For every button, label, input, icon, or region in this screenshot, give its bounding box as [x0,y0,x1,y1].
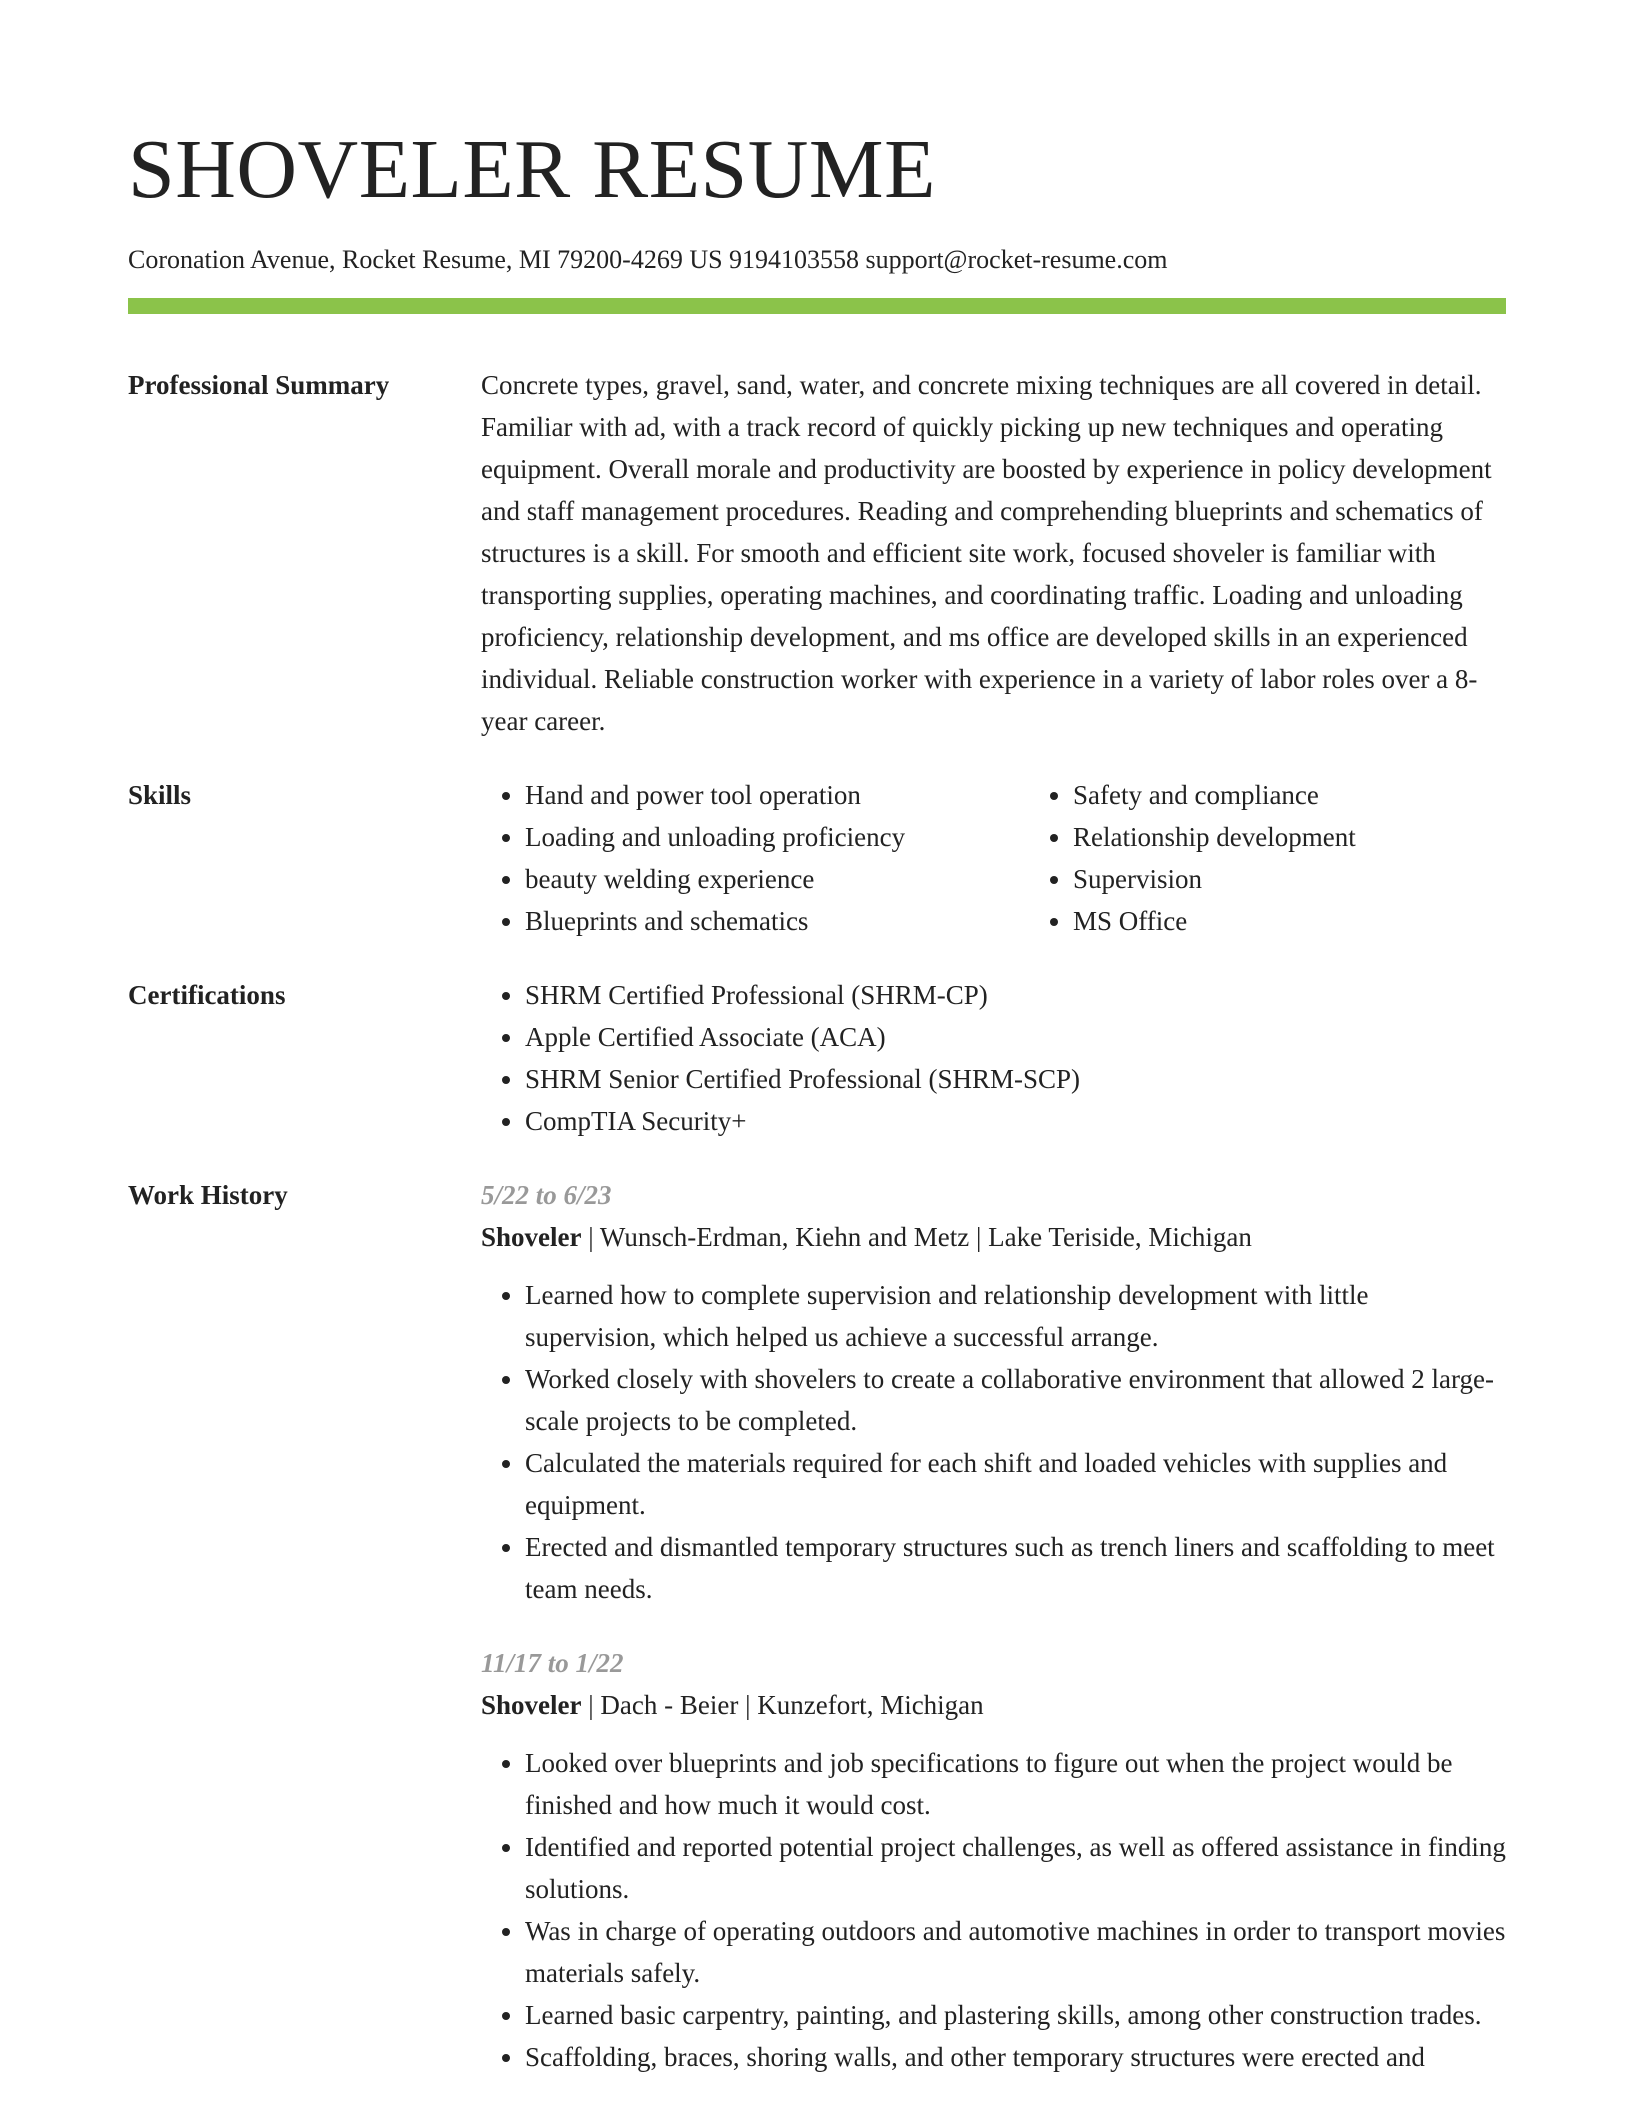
certification-item: • SHRM Senior Certified Professional (SHRM-SCP) [525,1058,1506,1100]
job-bullet: • Calculated the materials required for each shift and loaded vehicles with supplies and equipment. [525,1442,1506,1526]
job-bullet: • Looked over blueprints and job specifications to figure out when the project would be finished and how much it would cost. [525,1742,1506,1826]
resume-title: SHOVELER RESUME [128,123,936,216]
certifications-body [481,974,1506,1142]
skill-item: • Hand and power tool operation [525,774,1029,816]
job-dates: 5/22 to 6/23 [481,1180,612,1210]
job-bullet: • Identified and reported potential project challenges, as well as offered assistance in finding solutions. [525,1826,1506,1910]
certification-item: • CompTIA Security+ [525,1100,1506,1142]
work-history-body [481,1174,1506,2078]
section-label-summary: Professional Summary [128,370,390,400]
job-title: Shoveler [481,1222,582,1252]
job-bullets [481,1742,1506,2078]
skill-item: • Loading and unloading proficiency [525,816,1029,858]
job-employer-location: | Wunsch-Erdman, Kiehn and Metz | Lake Teriside, Michigan [581,1222,1252,1252]
job-dates: 11/17 to 1/22 [481,1648,624,1678]
job-bullet: • Worked closely with shovelers to create a collaborative environment that allowed 2 large-scale projects to be completed. [525,1358,1506,1442]
job-bullet: • Learned how to complete supervision and relationship development with little supervision, which helped us achieve a successful arrange. [525,1274,1506,1358]
job-title: Shoveler [481,1690,582,1720]
header-divider [128,298,1506,314]
job-bullet: • Learned basic carpentry, painting, and plastering skills, among other construction trades. [525,1994,1506,2036]
certifications-section [128,974,1506,1142]
skill-item: • Blueprints and schematics [525,900,1029,942]
skill-item: • MS Office [1073,900,1506,942]
skill-item: • beauty welding experience [525,858,1029,900]
skills-section [128,774,1506,942]
summary-text: Concrete types, gravel, sand, water, and concrete mixing techniques are all covered in detail. Familiar with ad, with a track record of quickly picking up new techniques and operating equipment. Overall morale and productivity are boosted by experience in policy development and staff management procedures. Reading and comprehending blueprints and schematics of structures is a skill. For smooth and efficient site work, focused shoveler is familiar with transporting supplies, operating machines, and coordinating traffic. Loading and unloading proficiency, relationship development, and ms office are developed skills in an experienced individual. Reliable construction worker with experience in a variety of labor roles over a 8-year career. [481,370,1492,736]
job-bullets [481,1274,1506,1610]
resume-page [128,118,1506,2078]
skill-item: • Relationship development [1073,816,1506,858]
section-label-work-history: Work History [128,1180,288,1210]
job-bullet: • Erected and dismantled temporary structures such as trench liners and scaffolding to meet team needs. [525,1526,1506,1610]
professional-summary-section [128,364,1506,742]
skill-item: • Safety and compliance [1073,774,1506,816]
job-bullet: • Scaffolding, braces, shoring walls, and other temporary structures were erected and [525,2036,1506,2078]
job-bullet: • Was in charge of operating outdoors and automotive machines in order to transport movies materials safely. [525,1910,1506,1994]
job-employer-location: | Dach - Beier | Kunzefort, Michigan [581,1690,984,1720]
certification-item: • Apple Certified Associate (ACA) [525,1016,1506,1058]
section-label-certifications: Certifications [128,980,286,1010]
job-entry [481,1642,1506,2078]
skill-item: • Supervision [1073,858,1506,900]
skills-list-column-2 [1029,774,1506,942]
certifications-list [481,974,1506,1142]
work-history-section [128,1174,1506,2078]
certification-item: • SHRM Certified Professional (SHRM-CP) [525,974,1506,1016]
job-heading [481,1216,1506,1258]
section-label-skills: Skills [128,780,192,810]
contact-line: Coronation Avenue, Rocket Resume, MI 79200-4269 US 9194103558 support@rocket-resume.com [128,245,1168,274]
skills-columns [481,774,1506,942]
job-heading [481,1684,1506,1726]
skills-list-column-1 [481,774,1029,942]
job-entry [481,1174,1506,1610]
